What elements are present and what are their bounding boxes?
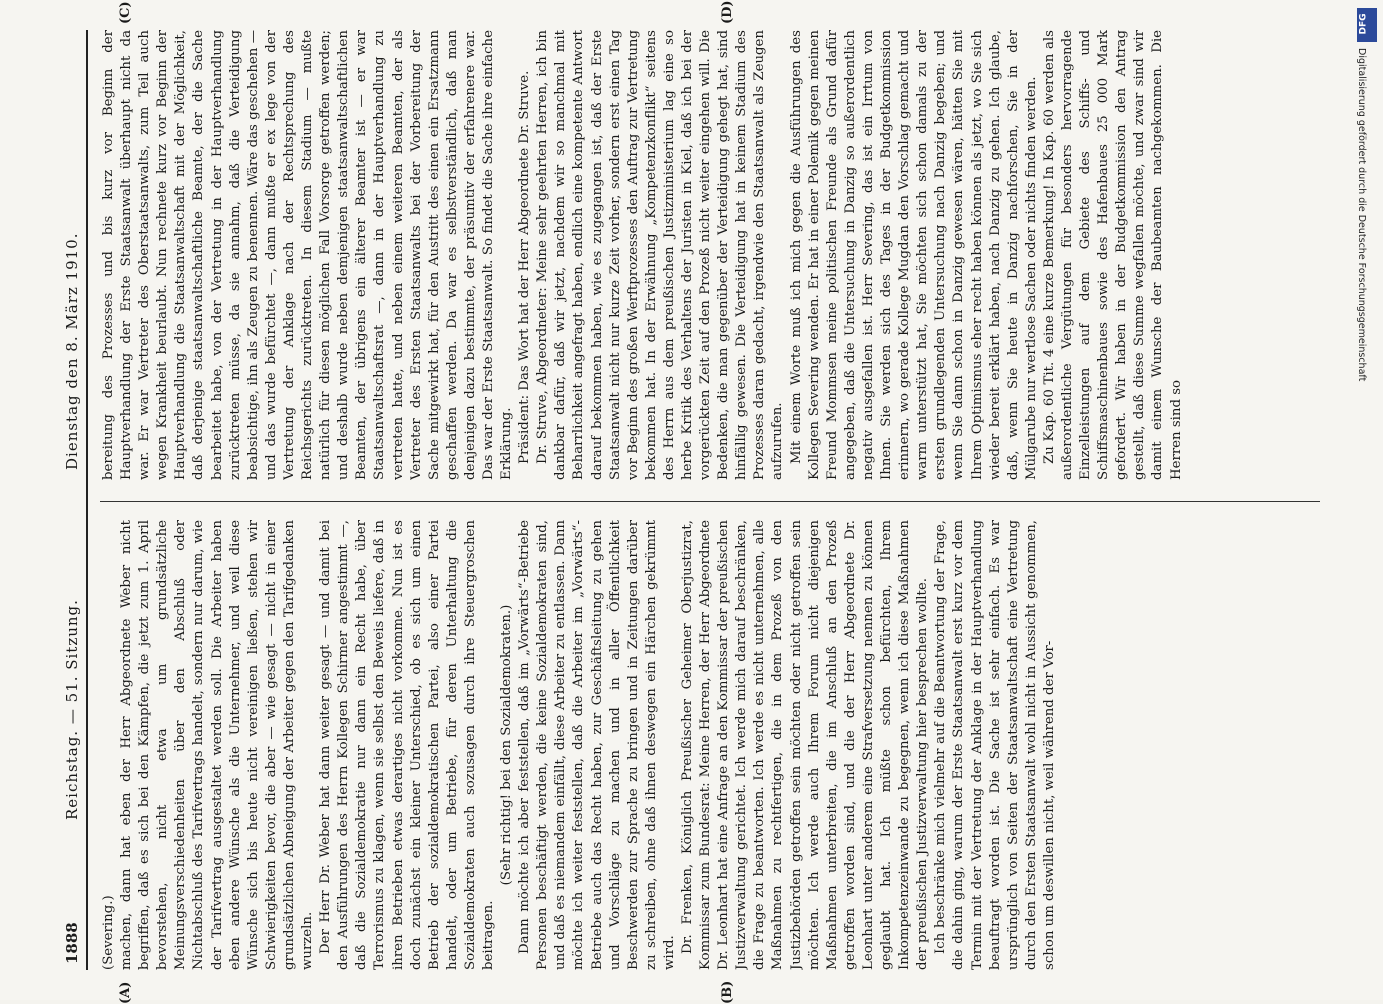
paragraph: Zu Kap. 60 Tit. 4 eine kurze Bemerkung! In Kap. 60 werden als außerordentliche Vergütungen für besonders hervorragende Einzelleistungen auf dem Gebiete des Schiffs- und Schiffsmaschinenbaues sowie des Hafenbaues 25 000 Mark gefordert. Wir haben in der Budgetkommission den Antrag gestellt, daß diese Summe wegfallen möchte, und zwar sind wir damit einem Wunsche der Baubeamten nachgekommen. Die Herren sind so xyxy=(1041,30,1184,480)
right-column xyxy=(100,30,1320,480)
session-title: Reichstag. — 51. Sitzung. xyxy=(63,599,81,820)
paragraph: Der Herr Dr. Weber hat dann weiter gesagt — und damit bei den Ausführungen des Herrn Kollegen Schirmer angestimmt —, daß die Sozialdemokratie nur dann ein Recht habe, über Terrorismus zu klagen, wenn sie selbst den Beweis liefere, daß in ihren Betrieben etwas derartiges nicht vorkomme. Nun ist es doch zunächst ein kleiner Unterschied, ob es sich um einen Betrieb der sozialdemokratischen Partei, also einer Partei handelt, oder um Betriebe, für deren Unterhaltung die Sozialdemokraten auch sozusagen durch ihre Steuergroschen beitragen. xyxy=(318,520,496,970)
paragraph: Präsident: Das Wort hat der Herr Abgeordnete Dr. Struve. xyxy=(517,70,533,464)
digitization-watermark xyxy=(1355,8,1379,998)
rotated-page-content xyxy=(60,0,1330,1004)
paragraph: machen, dann hat eben der Herr Abgeordnete Weber nicht begriffen, daß es sich bei den Kämpfen, die jetzt zum 1. April bevorstehen, nicht etwa um grundsätzliche Meinungsverschiedenheiten über den Abschluß oder Nichtabschluß des Tarifvertrags handelt, sondern nur darum, wie der Tarifvertrag ausgestaltet werden soll. Die Arbeiter haben eben andere Wünsche als die Unternehmer, und weil diese Wünsche sich bis heute nicht vereinigen ließen, stehen wir Schwierigkeiten bevor, die aber — wie gesagt — nicht in einer grundsätzlichen Abneigung der Arbeiter gegen den Tarifgedanken wurzeln. xyxy=(119,520,316,970)
interjection: (Sehr richtig! bei den Sozialdemokraten.) xyxy=(499,604,515,886)
column-divider xyxy=(100,501,1320,502)
page-header xyxy=(60,30,88,970)
page-number: 1888 xyxy=(63,922,81,964)
margin-mark-a: (A) xyxy=(118,981,133,1004)
paragraph: Mit einem Worte muß ich mich gegen die Ausführungen des Kollegen Severing wenden. Er hat in einer Polemik gegen meinen Freund Mommsen meine politischen Freunde als Grund dafür angegeben, daß die Untersuchung in Danzig so außerordentlich negativ ausgefallen ist. Herr Severing, das ist ein Irrtum von Ihnen. Sie werden sich des Tages in der Budgetkommission erinnern, wo gerade Kollege Mugdan den Vorschlag gemacht und warm unterstützt hat, Sie möchten sich schon damals zu der ersten grundlegenden Untersuchung nach Danzig begeben; und wenn Sie dann schon in Danzig gewesen wären, hätten Sie mit Ihrem Optimismus eher recht haben können als jetzt, wo Sie sich wieder bereit erklärt haben, nach Danzig zu gehen. Ich glaube, daß, wenn Sie heute in Danzig nachforschen, Sie in der Mülgarube nur wertlose Sachen oder nichts finden werden. xyxy=(788,30,1039,480)
dfg-logo: DFG xyxy=(1357,8,1377,42)
paragraph: Ich beschränke mich vielmehr auf die Beantwortung der Frage, die dahin ging, warum der Erste Staatsanwalt erst kurz vor dem Termin mit der Vertretung der Anklage in der Hauptverhandlung beauftragt worden ist. Die Sache ist sehr einfach. Es war ursprünglich von Seiten der Staatsanwaltschaft eine Vertretung durch den Ersten Staatsanwalt wohl nicht in Aussicht genommen, schon um deswillen nicht, weil während der Vor- xyxy=(933,520,1057,970)
paragraph: Dr. Frenken, Königlich Preußischer Geheimer Oberjustizrat, Kommissar zum Bundesrat: Meine Herren, der Herr Abgeordnete Dr. Leonhart hat eine Anfrage an den Kommissar der preußischen Justizverwaltung gerichtet. Ich werde mich darauf beschränken, die Frage zu beantworten. Ich werde es nicht unternehmen, alle Maßnahmen zu rechtfertigen, die in dem Prozeß von den Justizbehörden getroffen sein möchten oder nicht getroffen sein möchten. Ich werde auch Ihrem Forum nicht diejenigen Maßnahmen unterbreiten, die im Anschluß an den Prozeß getroffen worden sind, und die der Herr Abgeordnete Dr. Leonhart unter anderem eine Strafversetzung nennen zu können geglaubt hat. Ich müßte schon befürchten, Ihrem Inkompetenzeinwande zu begegnen, wenn ich diese Maßnahmen der preußischen Justizverwaltung hier besprechen wollte. xyxy=(680,520,931,970)
paragraph: Dann möchte ich aber feststellen, daß im „Vorwärts“-Betriebe Personen beschäftigt werden, die keine Sozialdemokraten sind, und daß es niemandem einfällt, diese Arbeiter zu entlassen. Dann möchte ich weiter feststellen, daß die Arbeiter im „Vorwärts“-Betriebe auch das Recht haben, zur Geschäftsleitung zu gehen und Vorschläge zu machen und in aller Öffentlichkeit Beschwerden zur Sprache zu bringen und in Zeitungen darüber zu schreiben, ohne daß ihnen deswegen ein Härchen gekrümmt wird. xyxy=(517,520,677,970)
speaker-note: (Severing.) xyxy=(101,895,116,970)
left-column xyxy=(100,520,1320,970)
paragraph: bereitung des Prozesses und bis kurz vor Beginn der Hauptverhandlung der Erste Staatsanwalt überhaupt nicht da war. Er war Vertreter des Oberstaatsanwalts, zum Teil auch wegen Krankheit beurlaubt. Nun rechnete kurz vor Beginn der Hauptverhandlung die Staatsanwaltschaft mit der Möglichkeit, daß derjenige staatsanwaltschaftliche Beamte, der die Sache bearbeitet habe, von der Vertretung in der Hauptverhandlung zurücktreten müsse, da sie annahm, daß die Verteidigung beabsichtige, ihn als Zeugen zu benennen. Wäre das geschehen — und das wurde befürchtet —, dann mußte er ex lege von der Vertretung der Anklage nach der Rechtsprechung des Reichsgerichts zurücktreten. In diesem Stadium — mußte natürlich für diesen möglichen Fall Vorsorge getroffen werden; und deshalb wurde neben demjenigen staatsanwaltschaftlichen Beamten, der übrigens ein älterer Beamter ist — er war Staatsanwaltschaftsrat —, dann in der Hauptverhandlung zu vertreten hatte, und neben einem weiteren Beamten, der als Vertreter des Ersten Staatsanwalts bei der Vorbereitung der Sache mitgewirkt hat, für den Austritt des einen ein Ersatzmann geschaffen werden. Da war es selbstverständlich, daß man denjenigen dazu bestimmte, der präsumtiv der erfahrenere war. Das war der Erste Staatsanwalt. So findet die Sache ihre einfache Erklärung. xyxy=(101,30,515,480)
margin-mark-d: (D) xyxy=(720,0,735,24)
margin-mark-b: (B) xyxy=(720,980,735,1004)
watermark-text: Digitalisierung gefördert durch die Deutsche Forschungsgemeinschaft xyxy=(1356,48,1367,382)
margin-mark-c: (C) xyxy=(118,1,133,24)
paragraph: Dr. Struve, Abgeordneter: Meine sehr geehrten Herren, ich bin dankbar dafür, daß wir jetzt, nachdem wir so manchmal mit Beharrlichkeit angefragt haben, endlich eine kompetente Antwort darauf bekommen haben, wie es zugegangen ist, daß der Erste Staatsanwalt nicht nur kurze Zeit vorher, sondern erst einen Tag vor Beginn des großen Werftprozesses den Auftrag zur Vertretung bekommen hat. In der Erwähnung „Kompetenzkonflikt“ seitens des Herrn aus dem preußischen Justizministerium lag eine so herbe Kritik des Verhaltens der Juristen in Kiel, daß ich bei der vorgerückten Zeit auf den Prozeß nicht weiter eingehen will. Die Bedenken, die man gegenüber der Verteidigung gehegt hat, sind hinfällig gewesen. Die Verteidigung hat in keinem Stadium des Prozesses daran gedacht, irgendwie den Staatsanwalt als Zeugen aufzurufen. xyxy=(535,30,786,480)
session-date: Dienstag den 8. März 1910. xyxy=(63,232,81,470)
